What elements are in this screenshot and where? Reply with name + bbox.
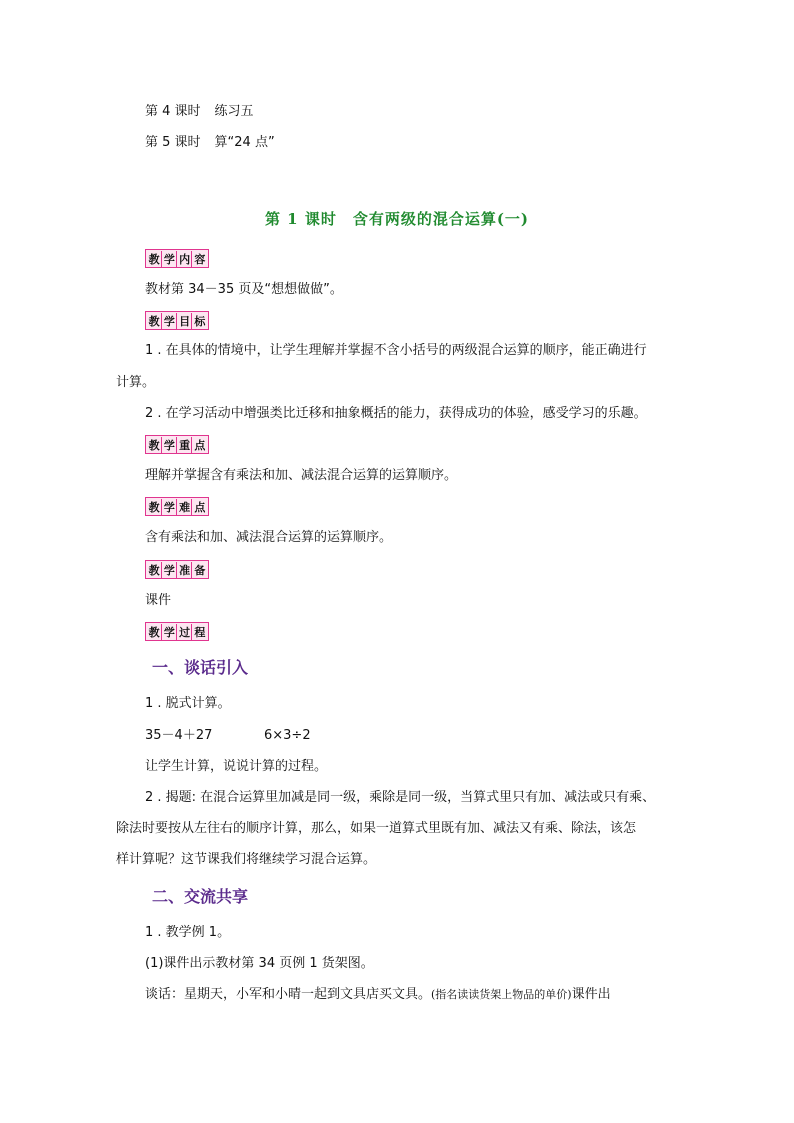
section-1-step-2-line-3: 样计算呢？这节课我们将继续学习混合运算。 (116, 852, 377, 867)
badge-teaching-process: 教 学 过 程 (145, 622, 209, 641)
preparation-text: 课件 (145, 593, 172, 608)
badge-difficulties: 教 学 难 点 (145, 497, 209, 516)
talk-text-cont: 课件出 (571, 987, 611, 1002)
section-2-step-1: 1 . 教学例 1。 (145, 925, 231, 940)
badge-key-points: 教 学 重 点 (145, 435, 209, 454)
section-1-step-1: 1 . 脱式计算。 (145, 696, 231, 711)
expression-2: 6×3÷2 (264, 728, 311, 743)
toc-item (145, 103, 254, 121)
section-1-step-2-line-1: 2 . 揭题: 在混合运算里加减是同一级，乘除是同一级，当算式里只有加、减法或只有乘、 (145, 790, 656, 805)
section-1-heading: 一、谈话引入 (152, 658, 249, 677)
section-2-sub-1: (1)课件出示教材第 34 页例 1 货架图。 (145, 956, 374, 971)
objective-1-line-2: 计算。 (116, 375, 156, 390)
toc-item (145, 134, 275, 152)
content-text: 教材第 34－35 页及“想想做做”。 (145, 282, 343, 297)
difficulties-text: 含有乘法和加、减法混合运算的运算顺序。 (145, 530, 393, 545)
lesson-title: 第 1 课时 含有两级的混合运算(一) (264, 210, 530, 228)
badge-teaching-content: 教 学 内 容 (145, 249, 209, 268)
key-points-text: 理解并掌握含有乘法和加、减法混合运算的运算顺序。 (145, 468, 458, 483)
talk-text: 谈话：星期天，小军和小晴一起到文具店买文具。 (145, 987, 432, 1002)
badge-preparation: 教 学 准 备 (145, 560, 209, 579)
objective-1-line-1: 1 . 在具体的情境中，让学生理解并掌握不含小括号的两级混合运算的顺序，能正确进行 (145, 343, 647, 358)
section-1-step-1-desc: 让学生计算，说说计算的过程。 (145, 759, 328, 774)
objective-2: 2 . 在学习活动中增强类比迁移和抽象概括的能力，获得成功的体验，感受学习的乐趣。 (145, 406, 647, 421)
toc-lesson-name: 算“24 点” (214, 135, 275, 150)
toc-lesson-name: 练习五 (214, 104, 254, 119)
toc-lesson-number: 第 5 课时 (145, 135, 201, 150)
toc-lesson-number: 第 4 课时 (145, 104, 201, 119)
section-1-step-2-line-2: 除法时要按从左往右的顺序计算，那么，如果一道算式里既有加、减法又有乘、除法，该怎 (116, 821, 637, 836)
expression-1: 35－4＋27 (145, 728, 213, 743)
talk-note: (指名读读货架上物品的单价) (431, 988, 572, 1001)
section-2-heading: 二、交流共享 (152, 887, 249, 906)
badge-teaching-objectives: 教 学 目 标 (145, 311, 209, 330)
section-2-talk (145, 986, 611, 1004)
